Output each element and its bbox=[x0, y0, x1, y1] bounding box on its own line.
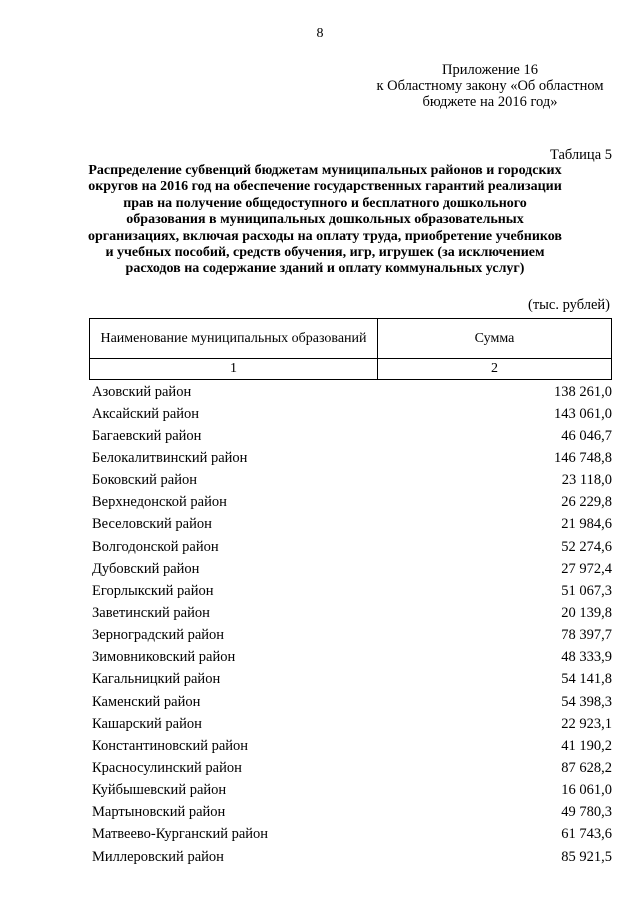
municipality-name: Красносулинский район bbox=[92, 759, 242, 776]
subsidy-amount: 54 141,8 bbox=[561, 671, 612, 688]
municipality-name: Кагальницкий район bbox=[92, 671, 221, 688]
municipality-name: Константиновский район bbox=[92, 737, 249, 754]
table-row bbox=[92, 846, 612, 868]
subsidy-amount: 48 333,9 bbox=[561, 649, 612, 666]
municipality-name: Волгодонской район bbox=[92, 538, 219, 555]
table-row bbox=[92, 492, 612, 514]
table-row bbox=[92, 536, 612, 558]
municipality-name: Куйбышевский район bbox=[92, 782, 227, 799]
table-row bbox=[92, 713, 612, 735]
subsidy-amount: 21 984,6 bbox=[561, 516, 612, 533]
subsidy-amount: 20 139,8 bbox=[561, 604, 612, 621]
column-number-2: 2 bbox=[378, 359, 612, 380]
page-number: 8 bbox=[316, 26, 324, 41]
table-row bbox=[92, 514, 612, 536]
subsidy-amount: 146 748,8 bbox=[554, 449, 612, 466]
units-label: (тыс. рублей) bbox=[528, 297, 610, 313]
column-header-name: Наименование муниципальных образований bbox=[90, 319, 378, 359]
municipality-name: Зимовниковский район bbox=[92, 649, 236, 666]
table-row bbox=[92, 780, 612, 802]
municipality-name: Боковский район bbox=[92, 472, 197, 489]
subsidy-amount: 54 398,3 bbox=[561, 693, 612, 710]
table-row bbox=[92, 691, 612, 713]
municipality-name: Верхнедонской район bbox=[92, 494, 227, 511]
subsidy-amount: 87 628,2 bbox=[561, 759, 612, 776]
subsidy-amount: 27 972,4 bbox=[561, 560, 612, 577]
table-row bbox=[92, 735, 612, 757]
subsidy-amount: 22 923,1 bbox=[561, 715, 612, 732]
table-row bbox=[92, 580, 612, 602]
subsidy-amount: 85 921,5 bbox=[561, 848, 612, 865]
municipality-name: Каменский район bbox=[92, 693, 201, 710]
table-row bbox=[92, 669, 612, 691]
table-row bbox=[92, 625, 612, 647]
table-row bbox=[92, 647, 612, 669]
appendix-line-1: Приложение 16 bbox=[442, 62, 538, 78]
municipality-name: Мартыновский район bbox=[92, 804, 226, 821]
subsidy-amount: 26 229,8 bbox=[561, 494, 612, 511]
municipality-name: Егорлыкский район bbox=[92, 582, 214, 599]
municipality-name: Кашарский район bbox=[92, 715, 202, 732]
municipality-name: Веселовский район bbox=[92, 516, 212, 533]
subsidy-amount: 143 061,0 bbox=[554, 405, 612, 422]
subsidy-amount: 49 780,3 bbox=[561, 804, 612, 821]
appendix-reference bbox=[360, 62, 620, 110]
table-row bbox=[92, 802, 612, 824]
column-header-amount: Сумма bbox=[378, 319, 612, 359]
table-body bbox=[92, 381, 612, 868]
municipality-name: Матвеево-Курганский район bbox=[92, 826, 269, 843]
table-row bbox=[92, 757, 612, 779]
table-row bbox=[92, 447, 612, 469]
table-row bbox=[92, 602, 612, 624]
document-title: Распределение субвенций бюджетам муниципальных районов и городских округов на 2016 год на обеспечение государственных гарантий реализации прав на получение общедоступного и бесплатного дошкольного образования в муниципальных дошкольных образовательных организациях, включая расходы на оплату труда, приобретение учебников и учебных пособий, средств обучения, игр, игрушек (за исключением расходов на содержание зданий и оплату коммунальных услуг) bbox=[88, 163, 562, 277]
table-row bbox=[92, 558, 612, 580]
table-row bbox=[92, 425, 612, 447]
table-label: Таблица 5 bbox=[549, 147, 612, 163]
table-row bbox=[92, 824, 612, 846]
municipality-name: Белокалитвинский район bbox=[92, 449, 248, 466]
subsidy-amount: 52 274,6 bbox=[561, 538, 612, 555]
table-row bbox=[92, 403, 612, 425]
subsidy-amount: 78 397,7 bbox=[561, 627, 612, 644]
column-number-1: 1 bbox=[90, 359, 378, 380]
municipality-name: Багаевский район bbox=[92, 427, 202, 444]
subsidy-amount: 16 061,0 bbox=[561, 782, 612, 799]
subsidy-amount: 138 261,0 bbox=[554, 383, 612, 400]
subsidy-amount: 61 743,6 bbox=[561, 826, 612, 843]
table-row bbox=[92, 381, 612, 403]
subsidy-amount: 51 067,3 bbox=[561, 582, 612, 599]
subsidy-amount: 41 190,2 bbox=[561, 737, 612, 754]
municipality-name: Миллеровский район bbox=[92, 848, 224, 865]
subsidy-amount: 46 046,7 bbox=[561, 427, 612, 444]
municipality-name: Зерноградский район bbox=[92, 627, 225, 644]
municipality-name: Дубовский район bbox=[92, 560, 200, 577]
subsidy-amount: 23 118,0 bbox=[561, 472, 612, 489]
municipality-name: Заветинский район bbox=[92, 604, 210, 621]
municipality-name: Азовский район bbox=[92, 383, 192, 400]
municipality-name: Аксайский район bbox=[92, 405, 200, 422]
table-row bbox=[92, 470, 612, 492]
table-header bbox=[89, 318, 612, 380]
appendix-line-3: бюджете на 2016 год» bbox=[422, 94, 558, 110]
appendix-line-2: к Областному закону «Об областном bbox=[376, 78, 604, 94]
